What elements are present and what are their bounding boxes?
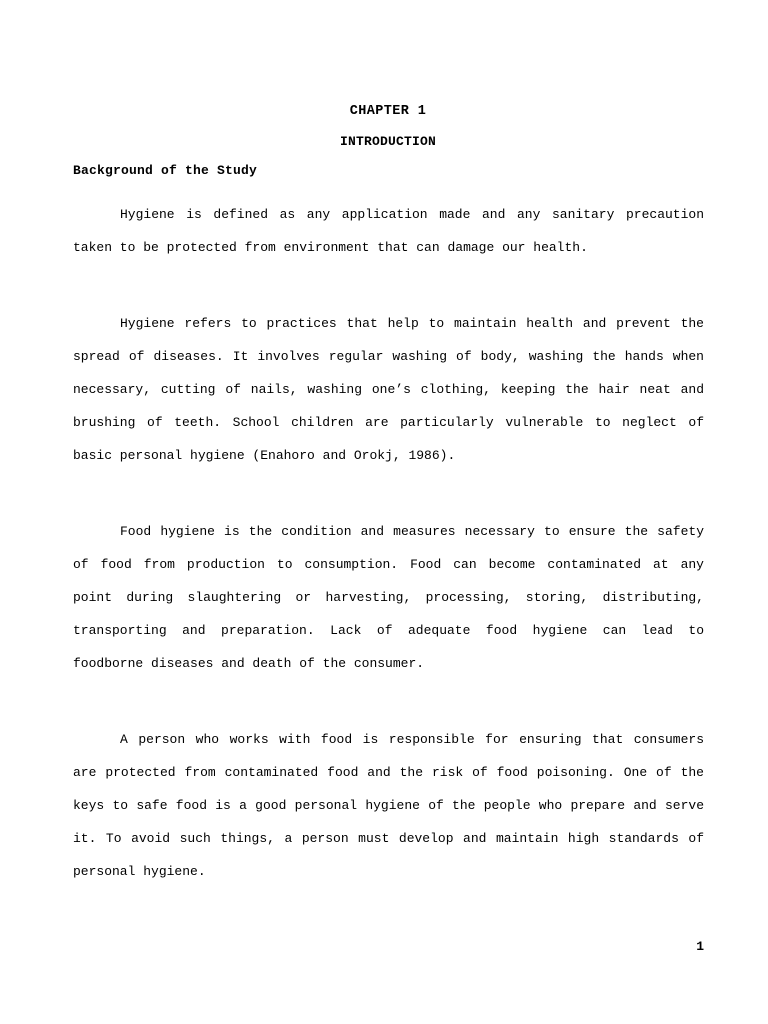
page-number: 1 — [696, 939, 704, 954]
section-heading: Background of the Study — [73, 163, 258, 178]
chapter-title: INTRODUCTION — [339, 134, 436, 149]
paragraph-hygiene-practices: Hygiene refers to practices that help to maintain health and prevent the spread of diseases. It involves regular washing of body, washing the hands when necessary, cutting of nails, washing one’s clothing, keeping the hair neat and brushing of teeth. School children are particularly vulnerable to neglect of basic personal hygiene (Enahoro and Orokj, 1986). — [73, 316, 704, 463]
paragraph-food-hygiene: Food hygiene is the condition and measures necessary to ensure the safety of food from production to consumption. Food can become contaminated at any point during slaughtering or harvesting, processing, storing, distributing, transporting and preparation. Lack of adequate food hygiene can lead to foodborne diseases and death of the consumer. — [73, 524, 704, 671]
paragraph-food-worker: A person who works with food is responsible for ensuring that consumers are protected from contaminated food and the risk of food poisoning. One of the keys to safe food is a good personal hygiene of the people who prepare and serve it. To avoid such things, a person must develop and maintain high standards of personal hygiene. — [73, 732, 704, 879]
chapter-label: CHAPTER 1 — [349, 104, 427, 119]
paragraph-hygiene-definition: Hygiene is defined as any application made and any sanitary precaution taken to be protected from environment that can damage our health. — [73, 207, 704, 255]
